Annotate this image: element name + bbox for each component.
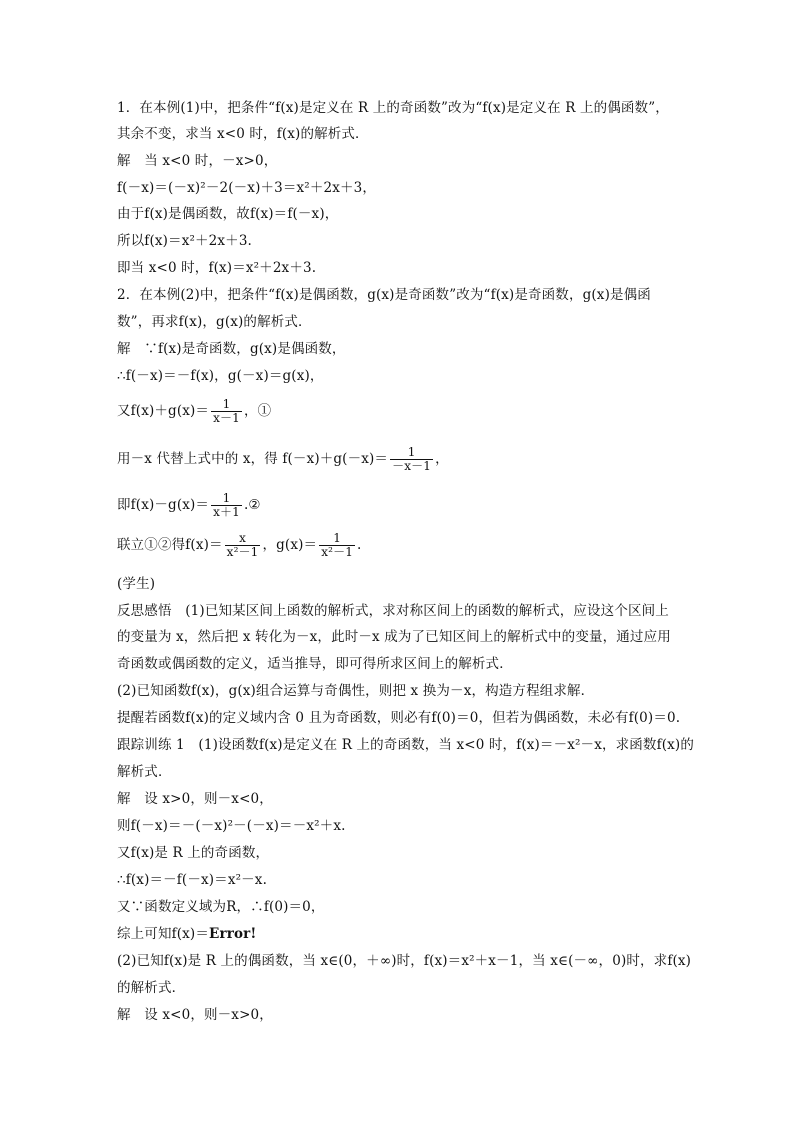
text-line: 又f(x)是 R 上的奇函数， (117, 845, 270, 861)
text-line: 的变量为 x，然后把 x 转化为－x，此时－x 成为了已知区间上的解析式中的变量，通过应用 (117, 629, 671, 645)
text-line: 解 ∵f(x)是奇函数，g(x)是偶函数， (117, 341, 346, 357)
fraction-numerator: 1 (390, 446, 433, 460)
text-line: 跟踪训练 1 (1)设函数f(x)是定义在 R 上的奇函数，当 x<0 时，f(x)＝－x²－x，求函数f(x)的 (117, 737, 694, 753)
text-line: 由于f(x)是偶函数，故f(x)＝f(－x)， (117, 206, 339, 222)
fraction-denominator: －x－1 (392, 459, 432, 473)
fraction (225, 532, 261, 559)
text-line: 其余不变，求当 x<0 时，f(x)的解析式． (117, 126, 369, 142)
fraction-numerator: 1 (211, 398, 242, 412)
text-line: 又∵函数定义域为R，∴f(0)＝0， (117, 899, 325, 915)
text-line: 即当 x<0 时，f(x)＝x²＋2x＋3. (117, 260, 317, 276)
equation-tail: ， (435, 451, 449, 467)
text-line: 数”，再求f(x)，g(x)的解析式． (117, 314, 312, 330)
error-line (117, 925, 256, 943)
text-line: 奇函数或偶函数的定义，适当推导，即可得所求区间上的解析式． (117, 656, 513, 672)
text-line: 解 当 x<0 时，－x>0， (117, 153, 278, 169)
equation-2 (117, 446, 449, 473)
equation-mid: ，g(x)＝ (262, 537, 318, 553)
text-line: 解 设 x<0，则－x>0， (117, 1007, 273, 1023)
text-line: (学生) (117, 576, 156, 592)
text-line: f(－x)＝(－x)²－2(－x)＋3＝x²＋2x＋3， (117, 180, 377, 196)
text-line: 反思感悟 (1)已知某区间上函数的解析式，求对称区间上的函数的解析式，应设这个区间上 (117, 603, 669, 619)
fraction (390, 446, 433, 473)
fraction (211, 492, 242, 519)
text-line: 1．在本例(1)中，把条件“f(x)是定义在 R 上的奇函数”改为“f(x)是定义在 R 上的偶函数”， (117, 100, 669, 116)
equation-tail: ，① (243, 403, 272, 419)
equation-1 (117, 398, 271, 425)
text-line: ∴f(x)＝－f(－x)＝x²－x. (117, 872, 268, 888)
text-line: 2．在本例(2)中，把条件“f(x)是偶函数，g(x)是奇函数”改为“f(x)是奇函数，g(x)是偶函 (117, 287, 651, 303)
equation-lhs: 联立①②得f(x)＝ (117, 537, 223, 553)
text-line: 所以f(x)＝x²＋2x＋3. (117, 233, 253, 249)
equation-tail: .② (243, 497, 261, 513)
text-line: 则f(－x)＝－(－x)²－(－x)＝－x²＋x. (117, 818, 346, 834)
error-line-prefix: 综上可知f(x)＝ (117, 926, 209, 942)
text-line: (2)已知函数f(x)，g(x)组合运算与奇偶性，则把 x 换为－x，构造方程组求解． (117, 683, 595, 699)
fraction-numerator: x (225, 532, 261, 546)
error-text: Error! (209, 926, 257, 942)
fraction-denominator: x－1 (213, 411, 240, 425)
text-line: (2)已知f(x)是 R 上的偶函数，当 x∈(0，＋∞)时，f(x)＝x²＋x－1，当 x∈(－∞，0)时，求f(x) (117, 953, 692, 969)
fraction-denominator: x²－1 (321, 545, 354, 559)
equation-lhs: 又f(x)＋g(x)＝ (117, 403, 210, 419)
fraction-numerator: 1 (211, 492, 242, 506)
text-line: ∴f(－x)＝－f(x)，g(－x)＝g(x)， (117, 368, 324, 384)
text-line: 解析式． (117, 764, 172, 780)
equation-3 (117, 492, 261, 519)
equation-4 (117, 532, 361, 559)
fraction-numerator: 1 (319, 532, 355, 546)
equation-lhs: 即f(x)－g(x)＝ (117, 497, 210, 513)
fraction-denominator: x²－1 (226, 545, 259, 559)
fraction-denominator: x＋1 (213, 505, 240, 519)
equation-tail: . (357, 537, 362, 553)
text-line: 解 设 x>0，则－x<0， (117, 791, 273, 807)
text-line: 提醒若函数f(x)的定义域内含 0 且为奇函数，则必有f(0)＝0，但若为偶函数，未必有f(0)＝0. (117, 710, 681, 726)
text-line: 的解析式． (117, 980, 186, 996)
fraction (319, 532, 355, 559)
fraction (211, 398, 242, 425)
equation-lhs: 用－x 代替上式中的 x，得 f(－x)＋g(－x)＝ (117, 451, 389, 467)
